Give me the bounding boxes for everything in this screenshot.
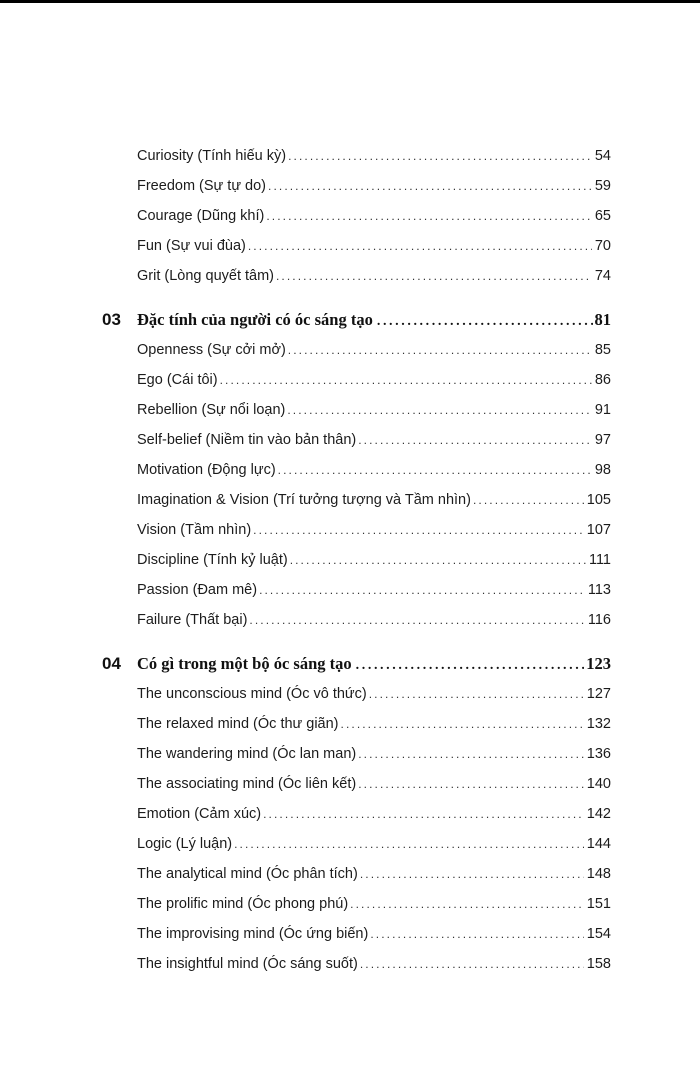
chapter-number: 04 (102, 654, 121, 673)
toc-entry-page: 127 (586, 686, 611, 702)
toc-entry-page: 116 (587, 612, 611, 628)
toc-entry-page: 59 (594, 178, 611, 194)
toc-entry-title: Openness (Sự cởi mở) (137, 342, 286, 358)
toc-entry-openness[interactable] (137, 339, 611, 361)
dot-leader (278, 459, 592, 481)
toc-entry-title: Failure (Thất bại) (137, 612, 248, 628)
dot-leader (249, 609, 584, 631)
toc-entry-curiosity[interactable] (137, 145, 611, 167)
toc-entry-page: 132 (586, 716, 611, 732)
toc-entry-page: 105 (586, 492, 611, 508)
dot-leader (287, 399, 592, 421)
chapter-title: Đặc tính của người có óc sáng tạo (137, 310, 373, 329)
chapter-page: 123 (586, 654, 611, 673)
toc-entry-relaxed-mind[interactable] (137, 713, 611, 735)
toc-entry-discipline[interactable] (137, 549, 611, 571)
toc-entry-title: The insightful mind (Óc sáng suốt) (137, 956, 358, 972)
dot-leader (290, 549, 586, 571)
toc-entry-page: 140 (586, 776, 611, 792)
dot-leader (341, 713, 584, 735)
toc-chapter-03[interactable] (102, 307, 611, 333)
toc-entry-page: 158 (586, 956, 611, 972)
toc-entry-title: Grit (Lòng quyết tâm) (137, 268, 274, 284)
toc-entry-self-belief[interactable] (137, 429, 611, 451)
toc-entry-freedom[interactable] (137, 175, 611, 197)
toc-entry-title: Courage (Dũng khí) (137, 208, 265, 224)
toc-entry-page: 65 (594, 208, 611, 224)
dot-leader (358, 429, 592, 451)
toc-entry-page: 74 (594, 268, 611, 284)
toc-entry-title: Vision (Tầm nhìn) (137, 522, 252, 538)
toc-entry-title: Ego (Cái tôi) (137, 372, 218, 388)
toc-entry-page: 97 (594, 432, 611, 448)
dot-leader (473, 489, 584, 511)
toc-entry-page: 144 (586, 836, 611, 852)
dot-leader (360, 953, 584, 975)
toc-entry-title: Motivation (Động lực) (137, 462, 276, 478)
toc-entry-imagination-vision[interactable] (137, 489, 611, 511)
toc-entry-passion[interactable] (137, 579, 611, 601)
dot-leader (259, 579, 585, 601)
dot-leader (220, 369, 592, 391)
dot-leader (358, 743, 584, 765)
toc-entry-page: 107 (586, 522, 611, 538)
toc-entry-grit[interactable] (137, 265, 611, 287)
dot-leader (234, 833, 584, 855)
toc-entry-page: 111 (588, 552, 611, 568)
toc-entry-prolific-mind[interactable] (137, 893, 611, 915)
dot-leader (358, 773, 584, 795)
toc-entry-page: 91 (594, 402, 611, 418)
dot-leader (350, 893, 584, 915)
toc-entry-title: Emotion (Cảm xúc) (137, 806, 262, 822)
toc-entry-title: Passion (Đam mê) (137, 582, 258, 598)
chapter-title: Có gì trong một bộ óc sáng tạo (137, 654, 352, 673)
toc-entry-title: Self-belief (Niềm tin vào bản thân) (137, 432, 357, 448)
toc-entry-title: The relaxed mind (Óc thư giãn) (137, 716, 339, 732)
dot-leader (369, 683, 584, 705)
dot-leader (360, 863, 584, 885)
dot-leader (356, 653, 585, 679)
dot-leader (288, 145, 592, 167)
dot-leader (288, 339, 592, 361)
toc-entry-title: Curiosity (Tính hiếu kỳ) (137, 148, 287, 164)
dot-leader (248, 235, 592, 257)
toc-entry-logic[interactable] (137, 833, 611, 855)
toc-entry-title: The wandering mind (Óc lan man) (137, 746, 357, 762)
toc-entry-title: Imagination & Vision (Trí tưởng tượng và Tầm nhìn) (137, 492, 471, 508)
toc-entry-insightful-mind[interactable] (137, 953, 611, 975)
toc-entry-page: 136 (586, 746, 611, 762)
toc-entry-motivation[interactable] (137, 459, 611, 481)
chapter-page: 81 (594, 310, 611, 329)
toc-entry-improvising-mind[interactable] (137, 923, 611, 945)
toc-entry-title: The improvising mind (Óc ứng biến) (137, 926, 369, 942)
toc-entry-page: 154 (586, 926, 611, 942)
toc-entry-fun[interactable] (137, 235, 611, 257)
toc-entry-title: The analytical mind (Óc phân tích) (137, 866, 358, 882)
toc-entry-page: 54 (594, 148, 611, 164)
dot-leader (266, 205, 592, 227)
toc-entry-title: The prolific mind (Óc phong phú) (137, 896, 349, 912)
toc-entry-wandering-mind[interactable] (137, 743, 611, 765)
dot-leader (268, 175, 592, 197)
toc-entry-page: 148 (586, 866, 611, 882)
toc-entry-title: Discipline (Tính kỷ luật) (137, 552, 288, 568)
toc-entry-rebellion[interactable] (137, 399, 611, 421)
toc-entry-failure[interactable] (137, 609, 611, 631)
toc-entry-emotion[interactable] (137, 803, 611, 825)
toc-entry-title: Fun (Sự vui đùa) (137, 238, 246, 254)
dot-leader (253, 519, 584, 541)
toc-entry-unconscious-mind[interactable] (137, 683, 611, 705)
toc-entry-page: 113 (587, 582, 611, 598)
toc-entry-page: 142 (586, 806, 611, 822)
toc-entry-analytical-mind[interactable] (137, 863, 611, 885)
chapter-number: 03 (102, 310, 121, 329)
toc-entry-title: Rebellion (Sự nổi loạn) (137, 402, 286, 418)
toc-entry-title: Logic (Lý luận) (137, 836, 233, 852)
toc-entry-page: 85 (594, 342, 611, 358)
toc-entry-title: The associating mind (Óc liên kết) (137, 776, 357, 792)
toc-entry-page: 151 (586, 896, 611, 912)
toc-entry-associating-mind[interactable] (137, 773, 611, 795)
toc-chapter-04[interactable] (102, 651, 611, 677)
dot-leader (263, 803, 584, 825)
toc-entry-page: 86 (594, 372, 611, 388)
toc-entry-page: 70 (594, 238, 611, 254)
dot-leader (370, 923, 583, 945)
toc-entry-ego[interactable] (137, 369, 611, 391)
toc-entry-vision[interactable] (137, 519, 611, 541)
toc-entry-title: Freedom (Sự tự do) (137, 178, 267, 194)
dot-leader (276, 265, 592, 287)
toc-entry-title: The unconscious mind (Óc vô thức) (137, 686, 367, 702)
toc-entry-courage[interactable] (137, 205, 611, 227)
dot-leader (377, 309, 593, 335)
toc-entry-page: 98 (594, 462, 611, 478)
